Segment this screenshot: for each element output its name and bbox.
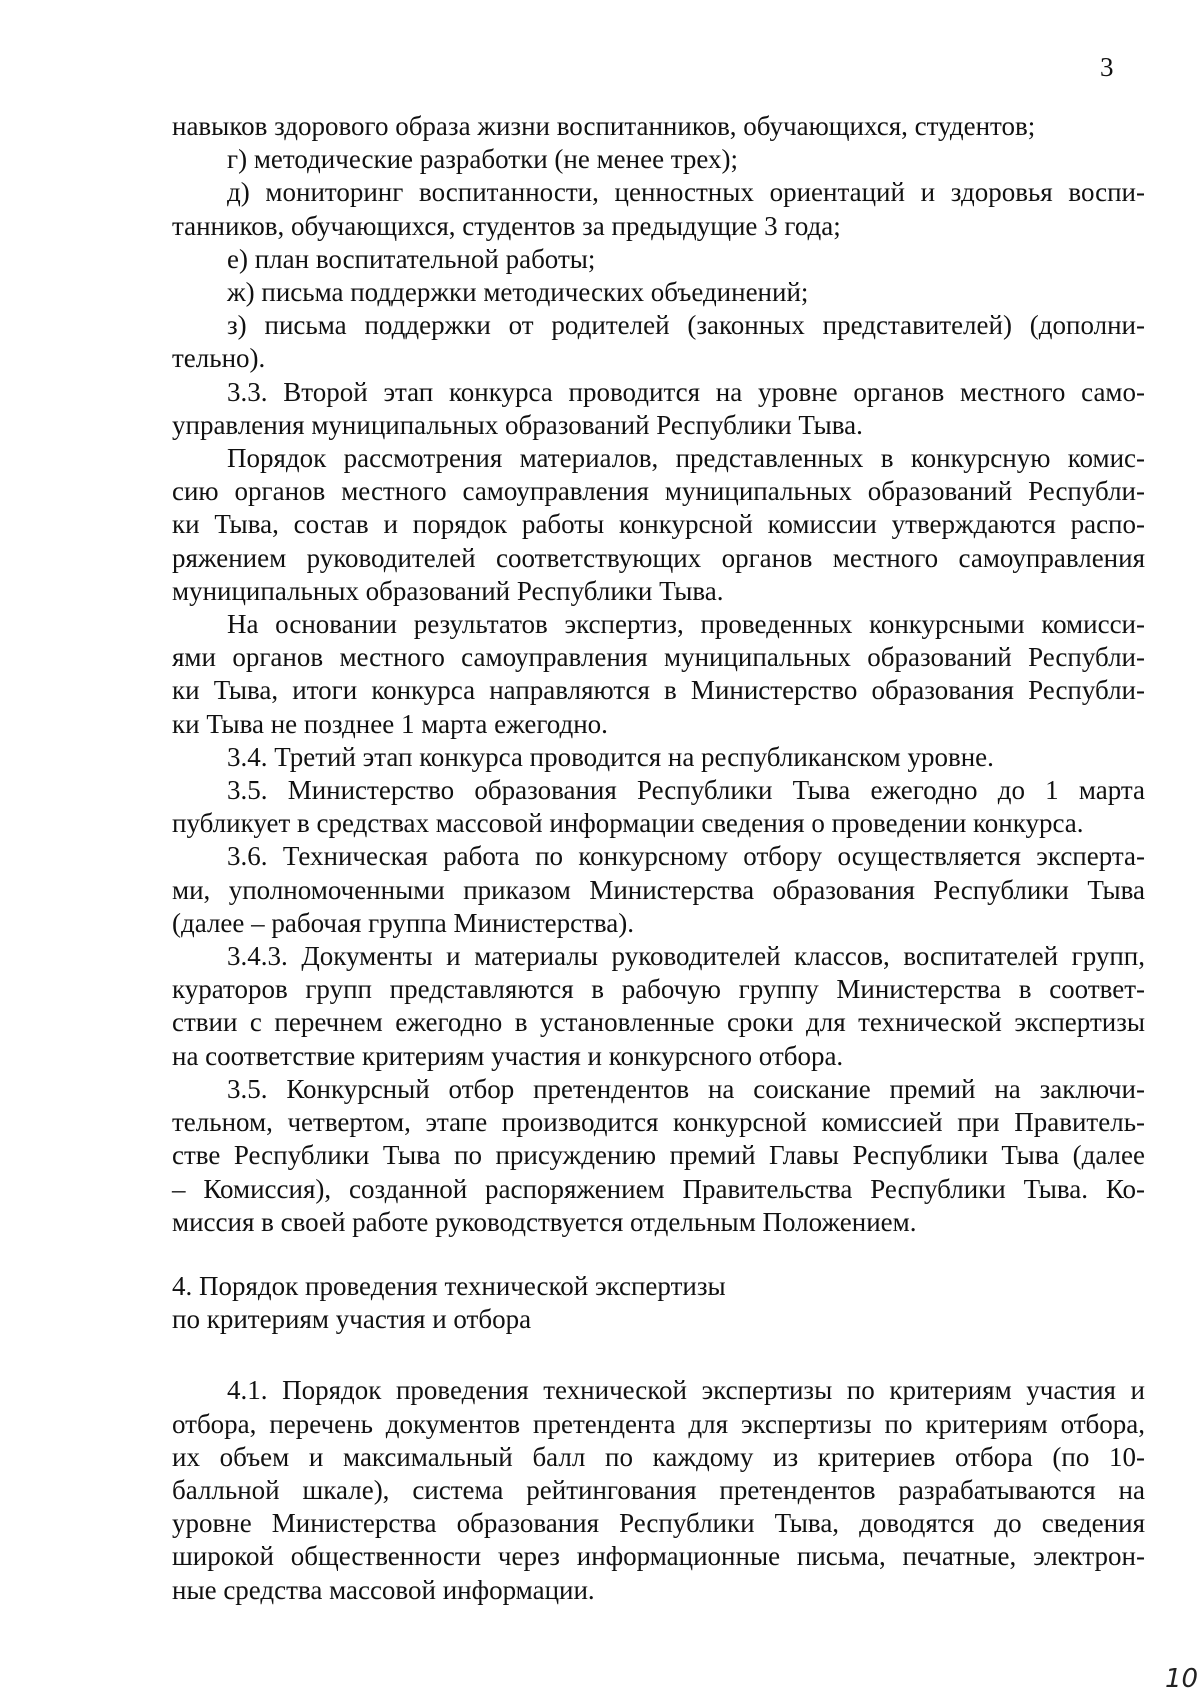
list-item-g: г) методические разработки (не менее трех); (227, 144, 739, 175)
text-line: на соответствие критериям участия и конкурсного отбора. (172, 1040, 844, 1071)
section-heading (172, 1270, 1145, 1336)
text-line: их объем и максимальный балл по каждому из критериев отбора (по 10- (172, 1441, 1145, 1472)
document-body (172, 110, 1145, 1607)
text-line: сию органов местного самоуправления муниципальных образований Республи- (172, 476, 1145, 507)
clause-3-4: 3.4. Третий этап конкурса проводится на республиканском уровне. (227, 741, 994, 772)
paragraph-results: На основании результатов экспертиз, проведенных конкурсными комисси- (227, 609, 1145, 640)
text-line: широкой общественности через информационные письма, печатные, электрон- (172, 1541, 1145, 1572)
page-number: 3 (1100, 52, 1114, 82)
section-heading-line-2: по критериям участия и отбора (172, 1304, 532, 1335)
text-line: управления муниципальных образований Республики Тыва. (172, 409, 863, 440)
list-item-zh: ж) письма поддержки методических объединений; (227, 277, 809, 308)
text-line: ки Тыва, итоги конкурса направляются в Министерство образования Республи- (172, 675, 1145, 706)
text-line: публикует в средствах массовой информации сведения о проведении конкурса. (172, 808, 1084, 839)
text-line: балльной шкале), система рейтингования претендентов разрабатываются на (172, 1474, 1145, 1505)
clause-3-3: 3.3. Второй этап конкурса проводится на уровне органов местного само- (227, 376, 1145, 407)
text-line: ки Тыва, состав и порядок работы конкурсной комиссии утверждаются распо- (172, 509, 1145, 540)
text-line: тельном, четвертом, этапе производится конкурсной комиссией при Правитель- (172, 1107, 1145, 1138)
clause-3-4-3: 3.4.3. Документы и материалы руководителей классов, воспитателей групп, (227, 941, 1145, 972)
list-item-d: д) мониторинг воспитанности, ценностных ориентаций и здоровья воспи- (227, 177, 1145, 208)
list-item-z: з) письма поддержки от родителей (законных представителей) (дополни- (227, 310, 1145, 341)
text-line: отбора, перечень документов претендента для экспертизы по критериям отбора, (172, 1408, 1145, 1439)
text-line: (далее – рабочая группа Министерства). (172, 907, 635, 938)
clause-3-6: 3.6. Техническая работа по конкурсному отбору осуществляется эксперта- (227, 841, 1145, 872)
list-item-e: е) план воспитательной работы; (227, 243, 596, 274)
text-line: – Комиссия), созданной распоряжением Правительства Республики Тыва. Ко- (172, 1173, 1145, 1204)
clause-4-1: 4.1. Порядок проведения технической экспертизы по критериям участия и (227, 1375, 1145, 1406)
clause-3-5-selection: 3.5. Конкурсный отбор претендентов на соискание премий на заключи- (227, 1073, 1145, 1104)
text-line: ряжением руководителей соответствующих органов местного самоуправления (172, 542, 1145, 573)
text-line: муниципальных образований Республики Тыва. (172, 575, 724, 606)
text-line: танников, обучающихся, студентов за предыдущие 3 года; (172, 210, 841, 241)
handwritten-page-mark: 10 (1165, 1664, 1199, 1694)
text-line: миссия в своей работе руководствуется отдельным Положением. (172, 1206, 917, 1237)
text-line: ные средства массовой информации. (172, 1574, 595, 1605)
section-heading-line-1: 4. Порядок проведения технической экспертизы (172, 1270, 726, 1301)
text-line: стве Республики Тыва по присуждению премий Главы Республики Тыва (далее (172, 1140, 1145, 1171)
text-line: навыков здорового образа жизни воспитанников, обучающихся, студентов; (172, 111, 1036, 141)
paragraph-procedure: Порядок рассмотрения материалов, представленных в конкурсную комис- (227, 443, 1145, 474)
text-line: ми, уполномоченными приказом Министерства образования Республики Тыва (172, 874, 1145, 905)
text-line: тельно). (172, 343, 266, 374)
text-line: ки Тыва не позднее 1 марта ежегодно. (172, 708, 608, 739)
text-line: ями органов местного самоуправления муниципальных образований Республи- (172, 642, 1145, 673)
clause-3-5: 3.5. Министерство образования Республики Тыва ежегодно до 1 марта (227, 775, 1145, 806)
text-line: уровне Министерства образования Республики Тыва, доводятся до сведения (172, 1508, 1145, 1539)
text-line: кураторов групп представляются в рабочую группу Министерства в соответ- (172, 974, 1145, 1005)
text-line: ствии с перечнем ежегодно в установленные сроки для технической экспертизы (172, 1007, 1145, 1038)
